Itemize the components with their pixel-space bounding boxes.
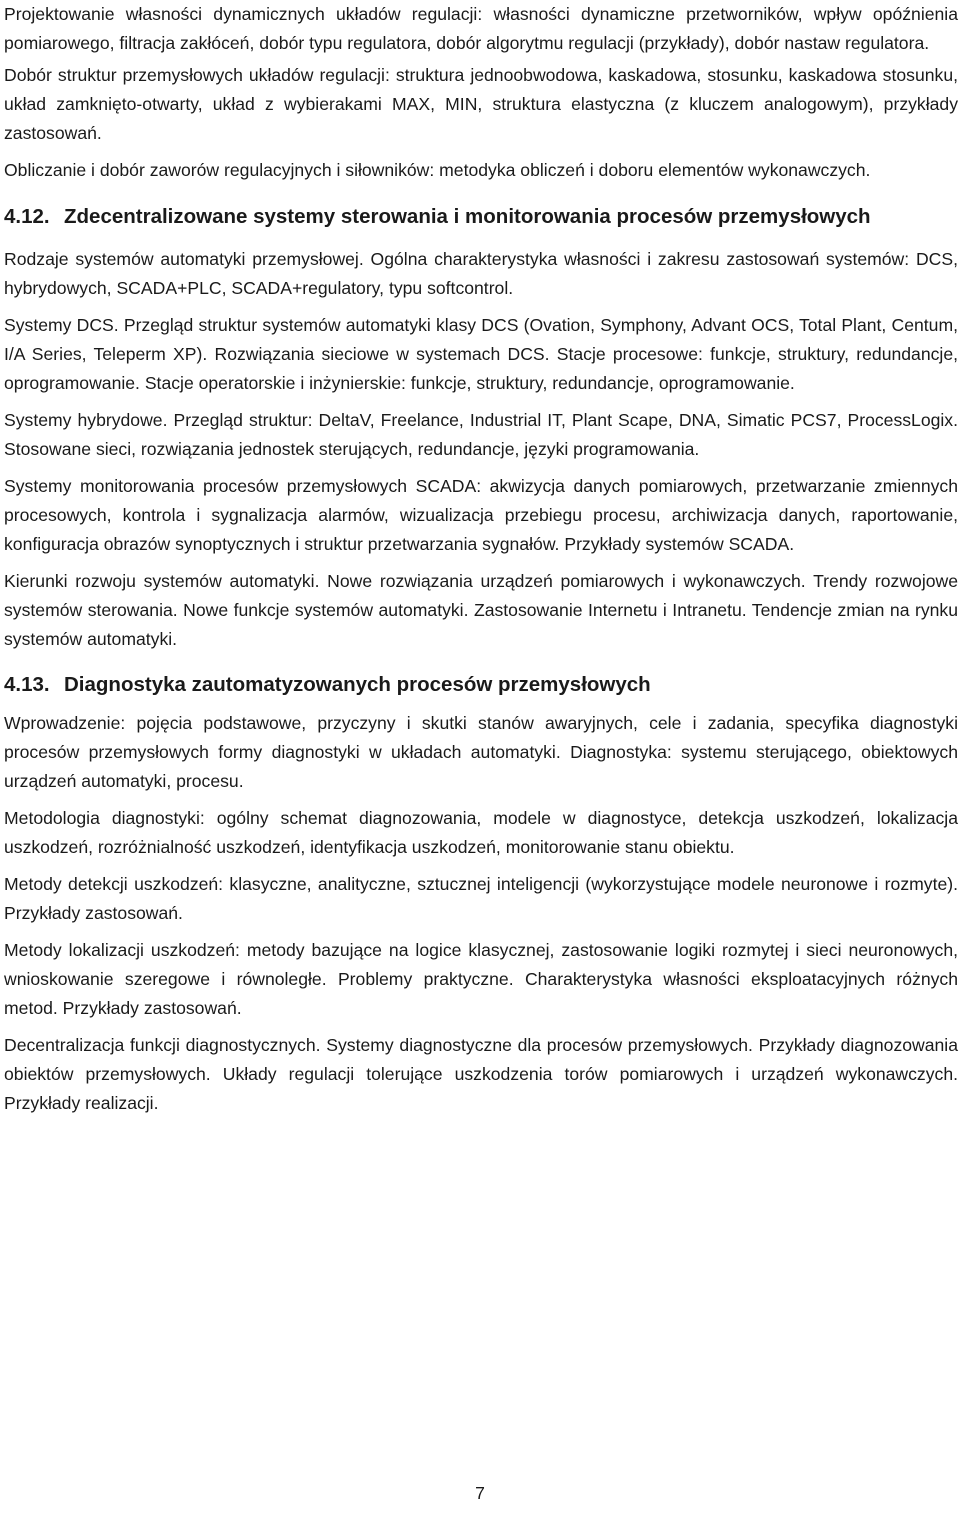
section-number: 4.13. — [4, 673, 50, 696]
paragraph-scada-systems: Systemy monitorowania procesów przemysłowych SCADA: akwizycja danych pomiarowych, przetwarzanie zmiennych procesowych, kontrola i sygnalizacja alarmów, wizualizacja przebiegu procesu, archiwizacja danych, raportowanie, konfiguracja obrazów synoptycznych i struktur przetwarzania sygnałów. Przykłady systemów SCADA. — [4, 476, 958, 554]
paragraph-development-trends: Kierunki rozwoju systemów automatyki. Nowe rozwiązania urządzeń pomiarowych i wykonawczych. Trendy rozwojowe systemów sterowania. Nowe funkcje systemów automatyki. Zastosowanie Internetu i Intranetu. Tendencje zmian na rynku systemów automatyki. — [4, 571, 958, 649]
section-heading-4-12 — [4, 202, 958, 231]
paragraph-automation-system-types: Rodzaje systemów automatyki przemysłowej. Ogólna charakterystyka własności i zakresu zastosowań systemów: DCS, hybrydowych, SCADA+PLC, SCADA+regulatory, typu softcontrol. — [4, 249, 958, 298]
section-title: Diagnostyka zautomatyzowanych procesów przemysłowych — [64, 673, 651, 696]
paragraph-decentralized-diagnostics: Decentralizacja funkcji diagnostycznych. Systemy diagnostyczne dla procesów przemysłowych. Przykłady diagnozowania obiektów przemysłowych. Układy regulacji tolerujące uszkodzenia torów pomiarowych i urządzeń wykonawczych. Przykłady realizacji. — [4, 1035, 958, 1113]
paragraph-diagnostics-introduction: Wprowadzenie: pojęcia podstawowe, przyczyny i skutki stanów awaryjnych, cele i zadania, specyfika diagnostyki procesów przemysłowych formy diagnostyki w układach automatyki. Diagnostyka: systemu sterującego, obiektowych urządzeń automatyki, procesu. — [4, 713, 958, 791]
section-heading-4-13 — [4, 670, 958, 699]
section-number: 4.12. — [4, 205, 50, 228]
page-number: 7 — [475, 1483, 485, 1503]
paragraph-dcs-systems: Systemy DCS. Przegląd struktur systemów automatyki klasy DCS (Ovation, Symphony, Advant OCS, Total Plant, Centum, I/A Series, Teleperm XP). Rozwiązania sieciowe w systemach DCS. Stacje procesowe: funkcje, struktury, redundancje, oprogramowanie. Stacje operatorskie i inżynierskie: funkcje, struktury, redundancje, oprogramowanie. — [4, 315, 958, 393]
document-page — [4, 0, 958, 1118]
paragraph-hybrid-systems: Systemy hybrydowe. Przegląd struktur: DeltaV, Freelance, Industrial IT, Plant Scape, DNA, Simatic PCS7, ProcessLogix. Stosowane sieci, rozwiązania jednostek sterujących, redundancje, języki programowania. — [4, 410, 958, 459]
paragraph-diagnostics-methodology: Metodologia diagnostyki: ogólny schemat diagnozowania, modele w diagnostyce, detekcja uszkodzeń, lokalizacja uszkodzeń, rozróżnialność uszkodzeń, identyfikacja uszkodzeń, monitorowanie stanu obiektu. — [4, 808, 958, 857]
paragraph-control-valves: Obliczanie i dobór zaworów regulacyjnych i siłowników: metodyka obliczeń i doboru elementów wykonawczych. — [4, 160, 871, 180]
section-title: Zdecentralizowane systemy sterowania i monitorowania procesów przemysłowych — [64, 205, 871, 228]
paragraph-dynamic-properties: Projektowanie własności dynamicznych układów regulacji: własności dynamiczne przetworników, wpływ opóźnienia pomiarowego, filtracja zakłóceń, dobór typu regulatora, dobór algorytmu regulacji (przykłady), dobór nastaw regulatora. — [4, 4, 958, 53]
paragraph-control-structures: Dobór struktur przemysłowych układów regulacji: struktura jednoobwodowa, kaskadowa, stosunku, kaskadowa stosunku, układ zamknięto-otwarty, układ z wybierakami MAX, MIN, struktura elastyczna (z kluczem analogowym), przykłady zastosowań. — [4, 65, 958, 143]
paragraph-fault-detection: Metody detekcji uszkodzeń: klasyczne, analityczne, sztucznej inteligencji (wykorzystujące modele neuronowe i rozmyte). Przykłady zastosowań. — [4, 874, 958, 923]
paragraph-fault-localization: Metody lokalizacji uszkodzeń: metody bazujące na logice klasycznej, zastosowanie logiki rozmytej i sieci neuronowych, wnioskowanie szeregowe i równoległe. Problemy praktyczne. Charakterystyka własności eksploatacyjnych różnych metod. Przykłady zastosowań. — [4, 940, 958, 1018]
